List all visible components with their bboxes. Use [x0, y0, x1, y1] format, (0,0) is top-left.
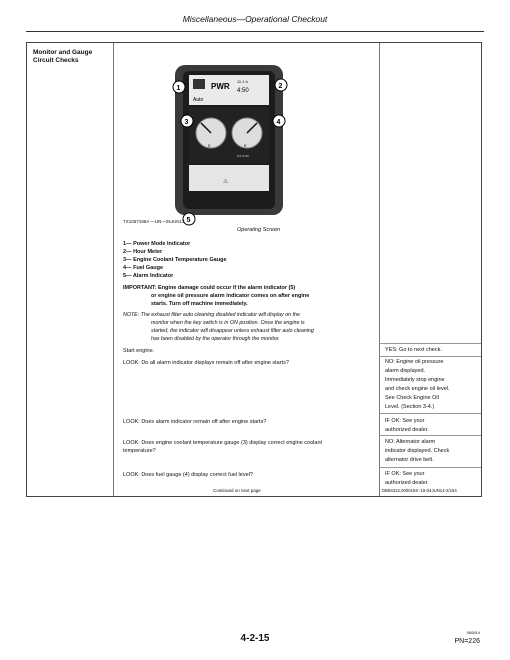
- result-line: Level. (Section 3-4.): [385, 404, 435, 410]
- legend-item: 4— Fuel Gauge: [123, 265, 164, 271]
- legend-item: 1— Power Mode Indicator: [123, 241, 191, 247]
- top-small-text: 11.1 h: [237, 79, 248, 84]
- result-line: authorized dealer.: [385, 427, 429, 433]
- step-separator: [379, 413, 481, 414]
- figure-code: TX1057186A —UN—25JUN13: [123, 219, 185, 224]
- callout-4-label: 4: [276, 119, 281, 126]
- result-line: See Check Engine Oil: [385, 395, 439, 401]
- note-line: monitor when the key switch is in ON position. Once the engine is: [151, 320, 305, 326]
- callout-5-label: 5: [186, 217, 191, 224]
- header-divider: [26, 31, 484, 32]
- legend-item: 5— Alarm Indicator: [123, 273, 174, 279]
- step-1-check: Start engine.: [123, 348, 155, 354]
- footer-pn: PN=226: [454, 638, 480, 645]
- step-1-result: [385, 346, 477, 355]
- callout-2: [275, 79, 287, 91]
- step-2-check: LOOK: Do all alarm indicator displays remain off after engine starts?: [123, 360, 289, 366]
- result-line: NO: Alternator alarm: [385, 439, 436, 445]
- check-line: LOOK: Does engine coolant temperature gauge (3) display correct engine coolant: [123, 440, 323, 446]
- step-5-result: [385, 470, 477, 488]
- document-code: DB84312,0000158 -19-04JUN14-2/154: [382, 488, 457, 493]
- figure-legend: [123, 240, 227, 280]
- callout-1-label: 1: [176, 85, 181, 92]
- legend-item: 2— Hour Meter: [123, 249, 163, 255]
- step-3-result: [385, 417, 477, 435]
- continued-note: Continued on next page: [213, 488, 261, 493]
- step-separator: [379, 343, 481, 344]
- step-separator: [379, 435, 481, 436]
- page-number: 4-2-15: [240, 633, 270, 644]
- footer-date: 060814: [466, 630, 480, 635]
- note-line: has been disabled by the operator through the monitor.: [151, 336, 280, 342]
- operating-screen-figure: [167, 59, 291, 231]
- result-line: alarm displayed.: [385, 368, 426, 374]
- important-line: starts. Turn off machine immediately.: [151, 301, 248, 307]
- result-line: and check engine oil level.: [385, 386, 450, 392]
- column-divider-right: [379, 43, 380, 496]
- auto-text: Auto: [193, 97, 204, 103]
- result-line: NO: Engine oil pressure: [385, 359, 444, 365]
- step-5-check: LOOK: Does fuel gauge (4) display correct fuel level?: [123, 472, 253, 478]
- important-line: IMPORTANT: Engine damage could occur if the alarm indicator (5): [123, 285, 296, 291]
- page-header: Miscellaneous—Operational Checkout: [182, 14, 328, 24]
- pwr-text: PWR: [211, 82, 230, 91]
- section-title: Monitor and Gauge Circuit Checks: [33, 49, 93, 64]
- callout-1: [173, 81, 185, 93]
- note-line: started, the indicator will disappear unless exhaust filter auto cleaning: [151, 328, 314, 334]
- note-line: NOTE: The exhaust filter auto cleaning disabled indicator will display on the: [123, 312, 300, 318]
- result-line: authorized dealer.: [385, 480, 429, 486]
- result-line: IF OK: See your: [385, 471, 425, 477]
- coolant-label: E: [208, 143, 211, 148]
- callout-3-label: 3: [184, 119, 189, 126]
- result-line: alternator drive belt.: [385, 457, 434, 463]
- step-2-result: [385, 358, 477, 412]
- content-box: [26, 42, 482, 497]
- result-line: Immediately stop engine: [385, 377, 445, 383]
- alarm-icon: ⚠: [223, 179, 229, 185]
- important-line: or engine oil pressure alarm indicator comes on after engine: [151, 293, 310, 299]
- figure-caption: Operating Screen: [237, 227, 281, 233]
- important-notice: [123, 284, 373, 308]
- legend-item: 3— Engine Coolant Temperature Gauge: [123, 257, 227, 263]
- step-3-check: LOOK: Does alarm indicator remain off after engine starts?: [123, 419, 267, 425]
- power-mode-icon: [193, 79, 205, 89]
- lcd-bottom: [189, 165, 269, 191]
- step-separator: [379, 356, 481, 357]
- step-4-check: [123, 439, 373, 455]
- callout-4: [273, 115, 285, 127]
- step-separator: [379, 467, 481, 468]
- note: [123, 311, 373, 343]
- result-line: indicator displayed. Check: [385, 448, 450, 454]
- result-line: IF OK: See your: [385, 418, 425, 424]
- step-4-result: [385, 438, 477, 465]
- hour-meter-text: 4:50: [237, 88, 249, 94]
- result-line: YES: Go to next check.: [385, 347, 442, 353]
- column-divider-left: [113, 43, 114, 496]
- fuel-label: E: [244, 143, 247, 148]
- check-line: temperature?: [123, 448, 156, 454]
- callout-3: [181, 115, 193, 127]
- speed-text: 0.0 Km/h: [237, 154, 250, 158]
- callout-2-label: 2: [278, 83, 283, 90]
